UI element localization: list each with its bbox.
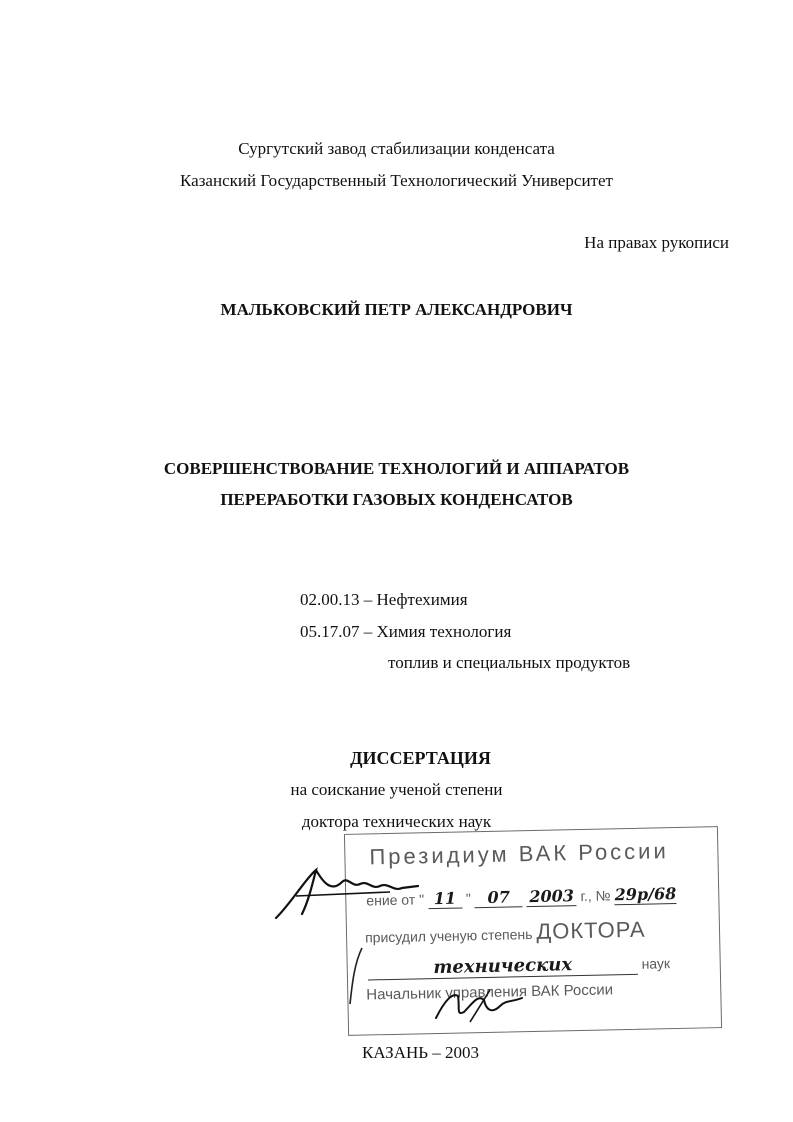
stamp-field-row bbox=[368, 952, 671, 980]
stamp-year-suffix: г., № bbox=[580, 887, 611, 904]
organization-line-2: Казанский Государственный Технологический Университет bbox=[180, 171, 613, 190]
signature-head bbox=[430, 982, 530, 1026]
bracket-mark bbox=[346, 946, 366, 1006]
rights-notice: На правах рукописи bbox=[584, 233, 729, 252]
work-degree: доктора технических наук bbox=[301, 812, 492, 831]
stamp-field-handwritten: технических bbox=[368, 953, 638, 981]
stamp-quote: " bbox=[465, 890, 472, 907]
organization-line-1: Сургутский завод стабилизации конденсата bbox=[238, 139, 555, 158]
signature-left bbox=[272, 862, 425, 924]
stamp-head: Начальник управления ВАК России bbox=[366, 981, 614, 1004]
title-line-2: ПЕРЕРАБОТКИ ГАЗОВЫХ КОНДЕНСАТОВ bbox=[220, 490, 573, 509]
work-type: ДИССЕРТАЦИЯ bbox=[350, 748, 491, 768]
stamp-degree-word: ДОКТОРА bbox=[536, 916, 646, 944]
stamp-number: 29р/68 bbox=[614, 883, 677, 905]
specialty-2: 05.17.07 – Химия технология bbox=[300, 622, 512, 641]
specialty-2-continued: топлив и специальных продуктов bbox=[388, 653, 631, 672]
stamp-decision-prefix: ение от " bbox=[366, 891, 425, 909]
title-line-1: СОВЕРШЕНСТВОВАНИЕ ТЕХНОЛОГИЙ И АППАРАТОВ bbox=[163, 459, 630, 478]
stamp-title: Президиум ВАК России bbox=[369, 838, 669, 870]
stamp-science: наук bbox=[641, 955, 671, 972]
stamp-day: 11 bbox=[428, 888, 462, 909]
city-year: КАЗАНЬ – 2003 bbox=[361, 1043, 480, 1062]
vak-stamp bbox=[344, 826, 722, 1036]
author-name: МАЛЬКОВСКИЙ ПЕТР АЛЕКСАНДРОВИЧ bbox=[220, 300, 573, 319]
specialty-1: 02.00.13 – Нефтехимия bbox=[300, 590, 468, 609]
work-purpose: на соискание ученой степени bbox=[290, 780, 503, 799]
stamp-year: 2003 bbox=[526, 886, 576, 907]
stamp-month: 07 bbox=[475, 887, 523, 908]
stamp-awarded: присудил ученую степень bbox=[364, 926, 533, 946]
